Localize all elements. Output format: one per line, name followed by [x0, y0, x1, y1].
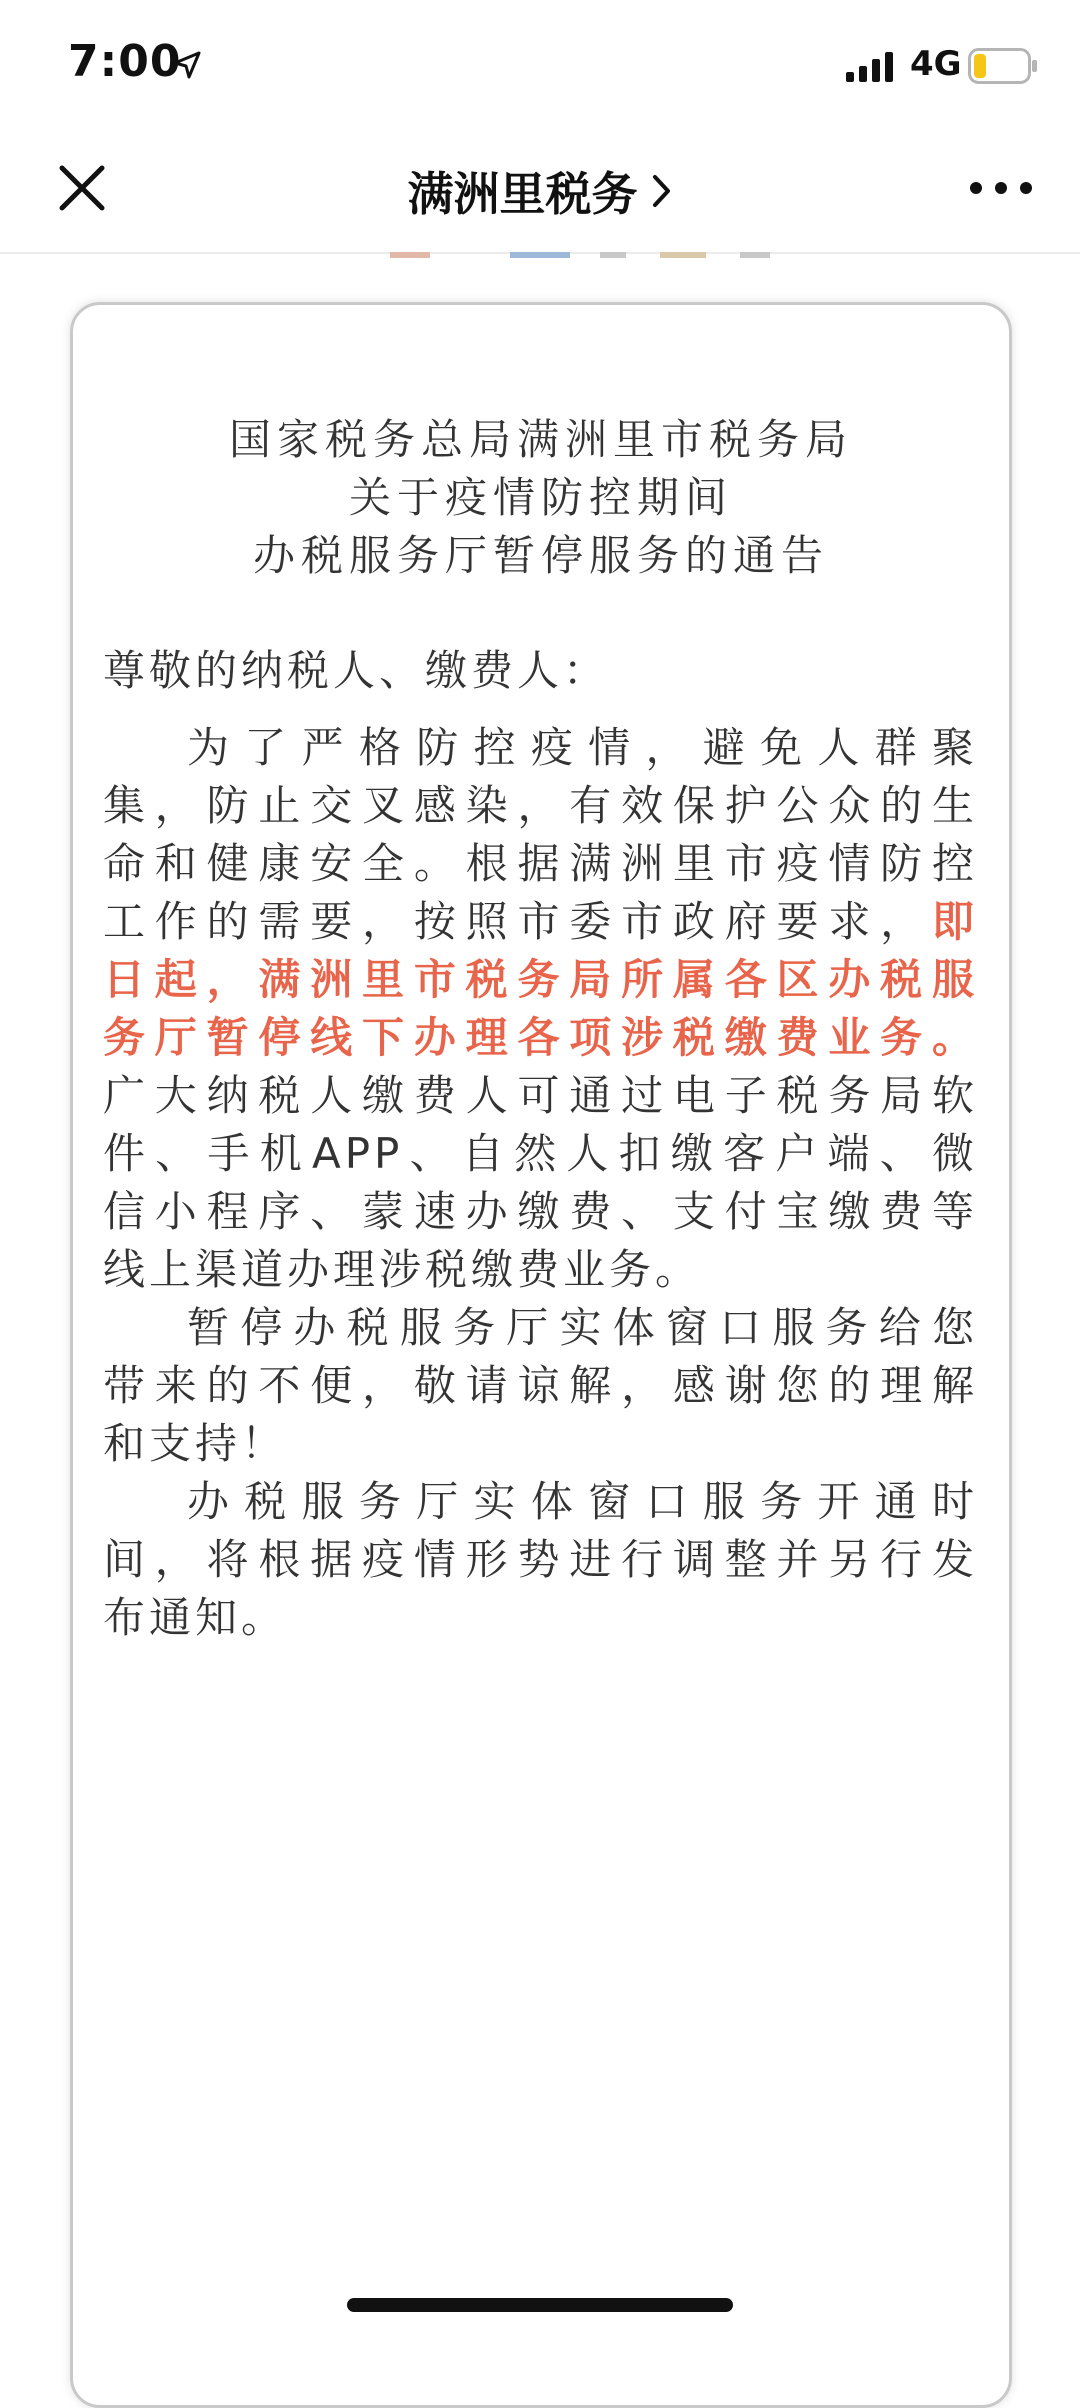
notice-heading-line-1: 国家税务总局满洲里市税务局 — [228, 415, 853, 464]
para1-line-1: 为了严格防控疫情，避免人群聚 — [187, 723, 978, 772]
para1-rest-line-3: 信小程序、蒙速办缴费、支付宝缴费等 — [103, 1187, 978, 1236]
para1-line-2: 集，防止交叉感染，有效保护公众的生 — [103, 781, 978, 830]
status-time: 7:00 — [68, 36, 182, 87]
para1-line-3: 命和健康安全。根据满洲里市疫情防控 — [103, 839, 978, 888]
para3-line-1: 办税服务厅实体窗口服务开通时 — [187, 1477, 978, 1526]
para1-rest-line-2: 件、手机APP、自然人扣缴客户端、微 — [103, 1129, 978, 1178]
para1-red-line-2: 务厅暂停线下办理各项涉税缴费业务。 — [103, 1013, 978, 1062]
salutation: 尊敬的纳税人、缴费人： — [103, 646, 610, 695]
nav-bar — [0, 130, 1080, 254]
para3-line-2: 间，将根据疫情形势进行调整并另行发 — [103, 1535, 978, 1584]
network-type: 4G — [910, 44, 962, 84]
para1-red-line-1: 日起，满洲里市税务局所属各区办税服 — [103, 955, 978, 1004]
notice-heading-line-3: 办税服务厅暂停服务的通告 — [252, 531, 829, 580]
chevron-right-icon — [651, 173, 673, 209]
battery-icon — [968, 48, 1038, 84]
para2-line-2: 带来的不便，敬请谅解，感谢您的理解 — [103, 1361, 978, 1410]
para2-line-3: 和支持！ — [103, 1419, 288, 1468]
home-indicator[interactable] — [347, 2298, 733, 2312]
para2-line-1: 暂停办税服务厅实体窗口服务给您 — [187, 1303, 978, 1352]
para1-line-4: 工作的需要，按照市委市政府要求， — [103, 897, 932, 946]
para1-red-start: 即 — [931, 897, 978, 946]
para1-rest-line-1: 广大纳税人缴费人可通过电子税务局软 — [103, 1071, 978, 1120]
location-arrow-icon — [172, 50, 202, 80]
more-icon[interactable] — [966, 160, 1036, 216]
page-title: 满洲里税务 — [407, 167, 638, 221]
status-bar — [0, 0, 1080, 130]
account-title-link[interactable] — [340, 158, 740, 222]
notice-heading-line-2: 关于疫情防控期间 — [348, 473, 733, 522]
notice-card — [70, 302, 1012, 2408]
cut-off-content — [360, 252, 920, 260]
para3-line-3: 布通知。 — [103, 1593, 288, 1642]
para1-rest-line-4: 线上渠道办理涉税缴费业务。 — [103, 1245, 702, 1294]
para1-line-4-wrap — [103, 889, 978, 949]
close-icon[interactable] — [54, 160, 110, 216]
signal-icon — [846, 50, 898, 82]
